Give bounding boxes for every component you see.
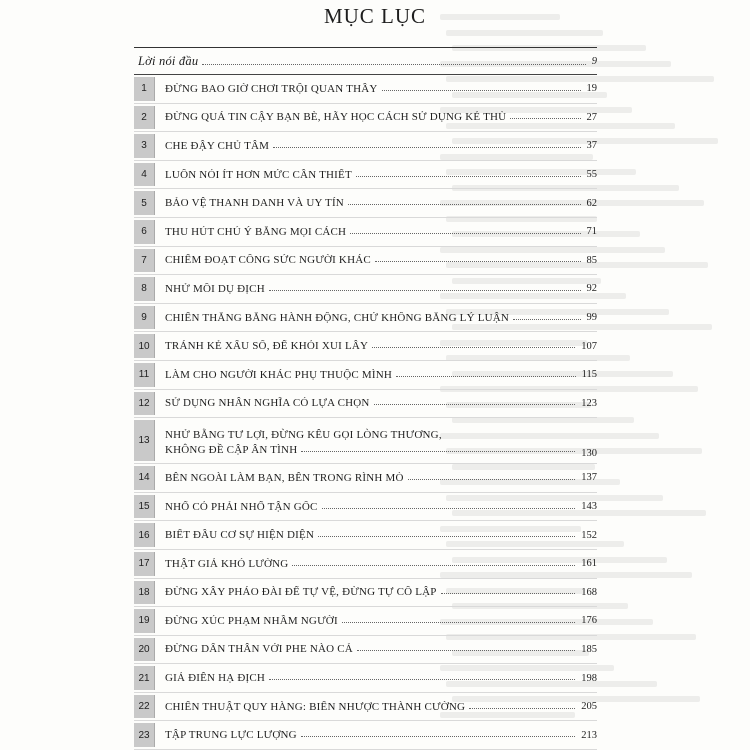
chapter-title: ĐỪNG QUÁ TIN CẬY BẠN BÈ, HÃY HỌC CÁCH SỬ DỤNG KẺ THÙ xyxy=(165,111,507,124)
leader-dots xyxy=(292,565,575,566)
chapter-title-cell xyxy=(155,672,579,684)
chapter-title: ĐỪNG BAO GIỜ CHƠI TRỘI QUAN THẦY xyxy=(165,82,378,95)
chapter-page: 198 xyxy=(581,672,597,684)
chapter-page: 27 xyxy=(586,111,597,123)
leader-dots xyxy=(269,679,575,680)
chapter-number: 4 xyxy=(134,163,155,187)
chapter-number: 15 xyxy=(134,495,155,519)
chapter-title-cell xyxy=(155,501,579,513)
chapter-title-cell xyxy=(155,83,585,95)
leader-dots xyxy=(202,64,585,65)
chapter-title-cell xyxy=(155,426,579,456)
chapter-title: SỬ DỤNG NHÂN NGHĨA CÓ LỰA CHỌN xyxy=(165,397,370,410)
chapter-page: 213 xyxy=(581,729,597,741)
toc-row xyxy=(134,75,597,104)
leader-dots xyxy=(348,204,581,205)
leader-dots xyxy=(273,147,580,148)
chapter-title-cell xyxy=(155,226,585,238)
chapter-title-cell xyxy=(155,197,585,209)
chapter-title: CHIẾN THUẬT QUY HÀNG: BIẾN NHƯỢC THÀNH CƯỜNG xyxy=(165,700,466,713)
chapter-page: 185 xyxy=(581,643,597,655)
toc-row xyxy=(134,493,597,522)
chapter-page: 152 xyxy=(581,529,597,541)
toc-row xyxy=(134,418,597,464)
chapter-number: 21 xyxy=(134,666,155,690)
leader-dots xyxy=(408,479,576,480)
bleed-line xyxy=(446,30,603,36)
table-of-contents xyxy=(134,47,597,750)
toc-row xyxy=(134,636,597,665)
chapter-title: ĐỪNG XÚC PHẠM NHẦM NGƯỜI xyxy=(165,614,338,627)
leader-dots xyxy=(382,90,581,91)
toc-row xyxy=(134,579,597,608)
chapter-title-cell xyxy=(155,729,579,741)
toc-row xyxy=(134,104,597,133)
chapter-title-line2-wrap xyxy=(165,444,579,456)
leader-dots xyxy=(513,319,580,320)
chapter-page: 130 xyxy=(581,448,597,460)
toc-row xyxy=(134,189,597,218)
chapter-page: 123 xyxy=(581,397,597,409)
chapter-number: 12 xyxy=(134,392,155,416)
toc-row xyxy=(134,332,597,361)
chapter-title: CHE ĐẬY CHỦ TÂM xyxy=(165,139,270,152)
chapter-title-cell xyxy=(155,254,585,266)
chapter-title-cell xyxy=(155,140,585,152)
chapter-number: 20 xyxy=(134,638,155,662)
chapter-page: 176 xyxy=(581,615,597,627)
leader-dots xyxy=(375,261,581,262)
chapter-title: THẬT GIẢ KHÓ LƯỜNG xyxy=(165,557,289,570)
chapter-number: 13 xyxy=(134,420,155,461)
chapter-page: 55 xyxy=(586,169,597,181)
toc-row xyxy=(134,218,597,247)
chapter-page: 85 xyxy=(586,254,597,266)
chapter-page: 161 xyxy=(581,558,597,570)
toc-intro-text xyxy=(138,54,590,69)
chapter-page: 37 xyxy=(586,140,597,152)
chapter-title-cell xyxy=(155,643,579,655)
leader-dots xyxy=(269,290,581,291)
leader-dots xyxy=(350,233,580,234)
chapter-title: ĐỪNG DẤN THÂN VỚI PHE NÀO CẢ xyxy=(165,643,353,656)
chapter-title: TRÁNH KẺ XẤU SỐ, ĐỂ KHỎI XUI LÂY xyxy=(165,340,369,353)
chapter-title-cell xyxy=(155,111,585,123)
toc-row xyxy=(134,693,597,722)
chapter-number: 23 xyxy=(134,723,155,747)
chapter-title-cell xyxy=(155,283,585,295)
chapter-number: 10 xyxy=(134,334,155,358)
chapter-page: 168 xyxy=(581,586,597,598)
leader-dots xyxy=(301,736,575,737)
toc-row xyxy=(134,521,597,550)
chapter-number: 9 xyxy=(134,306,155,330)
toc-row xyxy=(134,664,597,693)
leader-dots xyxy=(356,176,581,177)
chapter-title: BẢO VỆ THANH DANH VÀ UY TÍN xyxy=(165,197,344,210)
chapter-number: 2 xyxy=(134,106,155,130)
chapter-title: ĐỪNG XÂY PHÁO ĐÀI ĐỂ TỰ VỆ, ĐỪNG TỰ CÔ LẬP xyxy=(165,586,437,599)
toc-row xyxy=(134,275,597,304)
chapter-number: 8 xyxy=(134,277,155,301)
chapter-number: 5 xyxy=(134,191,155,215)
chapter-page: 205 xyxy=(581,701,597,713)
chapter-page: 62 xyxy=(586,197,597,209)
chapter-page: 107 xyxy=(581,340,597,352)
chapter-number: 7 xyxy=(134,249,155,273)
leader-dots xyxy=(396,376,576,377)
chapter-page: 115 xyxy=(581,369,597,381)
chapter-title-cell xyxy=(155,397,579,409)
leader-dots xyxy=(372,347,575,348)
toc-row xyxy=(134,607,597,636)
leader-dots xyxy=(441,593,576,594)
toc-row xyxy=(134,161,597,190)
chapter-title: LÀM CHO NGƯỜI KHÁC PHỤ THUỘC MÌNH xyxy=(165,368,392,381)
chapter-number: 6 xyxy=(134,220,155,244)
chapter-number: 22 xyxy=(134,695,155,719)
toc-row xyxy=(134,721,597,750)
leader-dots xyxy=(318,536,575,537)
toc-row xyxy=(134,464,597,493)
toc-row xyxy=(134,247,597,276)
chapter-title-cell xyxy=(155,169,585,181)
chapter-title-cell xyxy=(155,340,579,352)
toc-row xyxy=(134,132,597,161)
chapter-number: 11 xyxy=(134,363,155,387)
chapter-title: TẬP TRUNG LỰC LƯỢNG xyxy=(165,729,297,742)
chapter-title-cell xyxy=(155,701,579,713)
toc-row xyxy=(134,361,597,390)
chapter-number: 1 xyxy=(134,77,155,101)
leader-dots xyxy=(342,622,575,623)
chapter-number: 18 xyxy=(134,581,155,605)
leader-dots xyxy=(357,650,575,651)
chapter-title-cell xyxy=(155,472,579,484)
chapter-title-cell xyxy=(155,369,580,381)
chapter-list xyxy=(134,75,597,750)
chapter-title-cell xyxy=(155,586,579,598)
toc-intro-label: Lời nói đầu xyxy=(138,53,199,68)
chapter-title-cell xyxy=(155,312,585,324)
chapter-number: 14 xyxy=(134,466,155,490)
chapter-title: BÊN NGOÀI LÀM BẠN, BÊN TRONG RÌNH MÒ xyxy=(165,471,404,484)
chapter-title: NHỬ BẰNG TƯ LỢI, ĐỪNG KÊU GỌI LÒNG THƯƠNG, xyxy=(165,428,442,441)
chapter-title: BIẾT ĐẦU CƠ SỰ HIỆN DIỆN xyxy=(165,529,315,542)
leader-dots xyxy=(469,708,575,709)
leader-dots xyxy=(510,118,580,119)
page-title: MỤC LỤC xyxy=(323,4,427,28)
chapter-title: GIẢ ĐIÊN HẠ ĐỊCH xyxy=(165,672,266,685)
chapter-page: 143 xyxy=(581,501,597,513)
toc-intro-page: 9 xyxy=(591,55,597,67)
toc-intro-row xyxy=(134,48,597,75)
chapter-title: THU HÚT CHÚ Ý BẰNG MỌI CÁCH xyxy=(165,225,347,238)
chapter-page: 71 xyxy=(586,226,597,238)
toc-row xyxy=(134,550,597,579)
chapter-title: CHIẾM ĐOẠT CÔNG SỨC NGƯỜI KHÁC xyxy=(165,254,371,267)
chapter-page: 99 xyxy=(586,312,597,324)
toc-row xyxy=(134,390,597,419)
chapter-page: 92 xyxy=(586,283,597,295)
chapter-number: 19 xyxy=(134,609,155,633)
leader-dots xyxy=(322,508,576,509)
chapter-title: NHỔ CỎ PHẢI NHỔ TẬN GỐC xyxy=(165,500,318,513)
chapter-title-line2: KHÔNG ĐỀ CẬP ÂN TÌNH xyxy=(165,443,298,456)
chapter-title: LUÔN NÓI ÍT HƠN MỨC CẦN THIẾT xyxy=(165,168,352,181)
chapter-title-cell xyxy=(155,529,579,541)
chapter-title-cell xyxy=(155,615,579,627)
chapter-title: NHỬ MỒI DỤ ĐỊCH xyxy=(165,282,265,295)
chapter-number: 16 xyxy=(134,523,155,547)
chapter-page: 137 xyxy=(581,472,597,484)
chapter-page: 19 xyxy=(586,83,597,95)
toc-row xyxy=(134,304,597,333)
chapter-number: 17 xyxy=(134,552,155,576)
leader-dots xyxy=(301,451,575,452)
chapter-title-cell xyxy=(155,558,579,570)
chapter-title: CHIẾN THẮNG BẰNG HÀNH ĐỘNG, CHỨ KHÔNG BẰNG LÝ LUẬN xyxy=(165,311,510,324)
chapter-number: 3 xyxy=(134,134,155,158)
leader-dots xyxy=(374,404,576,405)
